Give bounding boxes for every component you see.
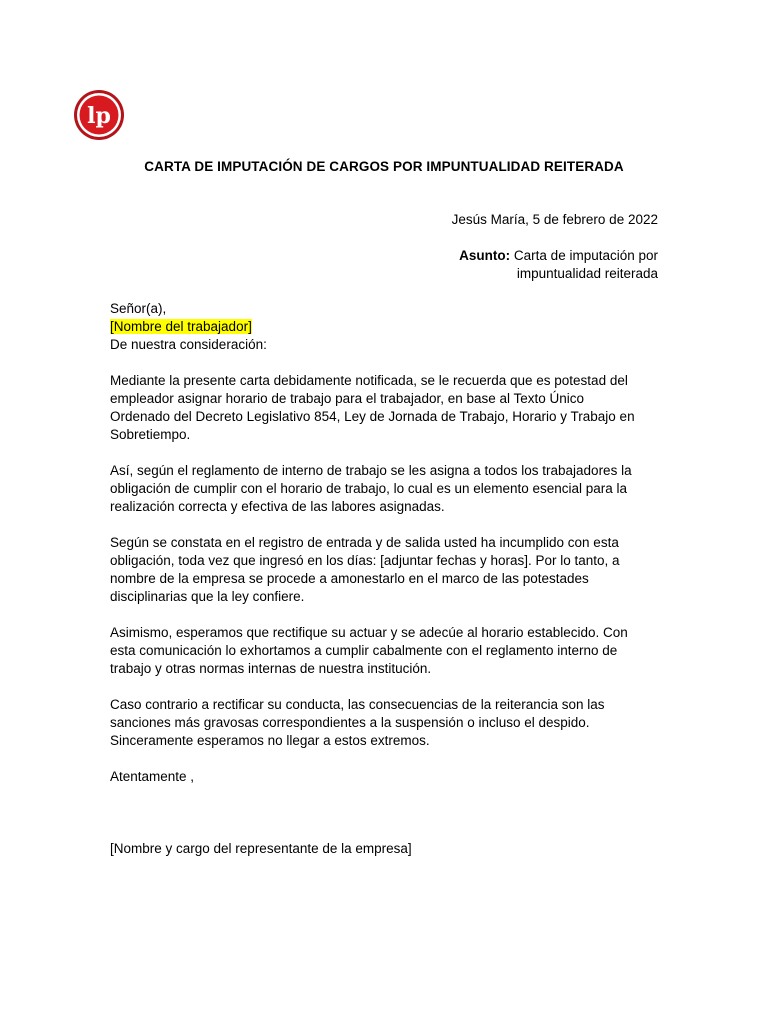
consideration-line: De nuestra consideración:: [110, 337, 267, 352]
paragraph-line: Asimismo, esperamos que rectifique su actuar y se adecúe al horario establecido. Con: [110, 625, 628, 640]
subject-label: Asunto:: [459, 248, 511, 263]
recipient-name-placeholder: [Nombre del trabajador]: [110, 319, 252, 334]
subject-block: [459, 247, 658, 283]
paragraph-line: Así, según el reglamento de interno de trabajo se les asigna a todos los trabajadores la: [110, 463, 632, 478]
paragraph-line: sanciones más gravosas correspondientes a la suspensión o incluso el despido.: [110, 715, 590, 730]
paragraph-line: Caso contrario a rectificar su conducta, las consecuencias de la reiterancia son las: [110, 697, 605, 712]
paragraph-5: [110, 696, 660, 750]
paragraph-line: nombre de la empresa se procede a amonestarlo en el marco de las potestades: [110, 571, 589, 586]
paragraph-line: realización correcta y efectiva de las labores asignadas.: [110, 499, 445, 514]
paragraph-line: trabajo y otras normas internas de nuestra institución.: [110, 661, 432, 676]
paragraph-line: Sobretiempo.: [110, 427, 191, 442]
closing: Atentamente ,: [110, 769, 195, 784]
paragraph-line: obligación de cumplir con el horario de trabajo, lo cual es un elemento esencial para la: [110, 481, 628, 496]
paragraph-line: Mediante la presente carta debidamente notificada, se le recuerda que es potestad del: [110, 373, 628, 388]
greeting: Señor(a),: [110, 301, 167, 316]
letter-body: [110, 300, 660, 858]
paragraph-line: Sinceramente esperamos no llegar a estos extremos.: [110, 733, 430, 748]
subject-line-1: Carta de imputación por: [513, 248, 658, 263]
paragraph-line: Según se constata en el registro de entrada y de salida usted ha incumplido con esta: [110, 535, 619, 550]
paragraph-line: disciplinarias que la ley confiere.: [110, 589, 305, 604]
logo-text: lp: [87, 103, 111, 129]
paragraph-line: empleador asignar horario de trabajo para el trabajador, en base al Texto Único: [110, 391, 585, 406]
document-date: Jesús María, 5 de febrero de 2022: [451, 212, 658, 227]
signature-placeholder: [Nombre y cargo del representante de la empresa]: [110, 841, 412, 856]
paragraph-4: [110, 624, 660, 678]
paragraph-line: Ordenado del Decreto Legislativo 854, Ley de Jornada de Trabajo, Horario y Trabajo en: [110, 409, 635, 424]
paragraph-1: [110, 372, 660, 444]
paragraph-2: [110, 462, 660, 516]
lp-logo: [73, 89, 125, 141]
document-title: CARTA DE IMPUTACIÓN DE CARGOS POR IMPUNTUALIDAD REITERADA: [144, 159, 624, 174]
paragraph-3: [110, 534, 660, 606]
paragraph-line: obligación, toda vez que ingresó en los días: [adjuntar fechas y horas]. Por lo tanto, a: [110, 553, 620, 568]
subject-line-2: impuntualidad reiterada: [516, 266, 658, 281]
paragraph-line: esta comunicación lo exhortamos a cumplir cabalmente con el reglamento interno de: [110, 643, 618, 658]
